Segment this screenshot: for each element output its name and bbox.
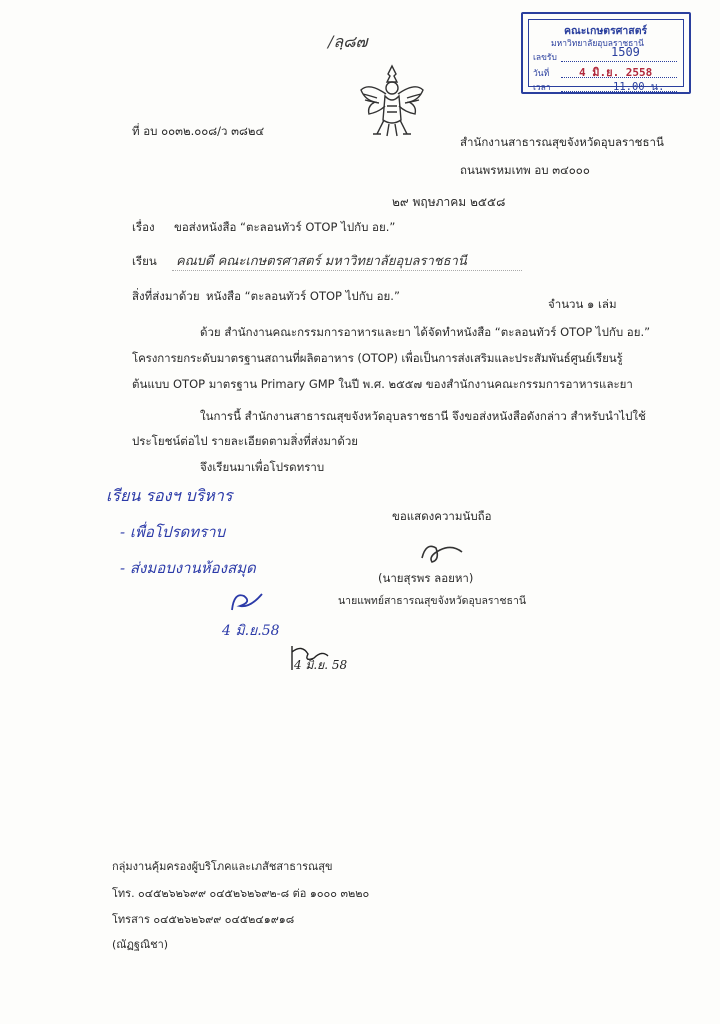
closing-request: จึงเรียนมาเพื่อโปรดทราบ xyxy=(200,460,325,474)
reference-number: ที่ อบ ๐๐๓๒.๐๐๘/ว ๓๘๒๔ xyxy=(132,124,265,138)
footer-initials: (ณัฏฐณิชา) xyxy=(112,938,169,951)
enclosure-text: หนังสือ “ตะลอนทัวร์ OTOP ไปกับ อย.” xyxy=(206,289,400,303)
stamp-time-label: เวลา xyxy=(533,83,551,93)
paragraph-1-line-2: โครงการยกระดับมาตรฐานสถานที่ผลิตอาหาร (OTOP) เพื่อเป็นการส่งเสริมและประสัมพันธ์ศูนย์เรียนรู้ xyxy=(132,351,623,365)
stamp-university: มหาวิทยาลัยอุบลราชธานี xyxy=(551,39,644,49)
signer-name: (นายสุรพร ลอยหา) xyxy=(378,571,474,585)
initial-signature-1 xyxy=(228,588,268,616)
footer-department: กลุ่มงานคุ้มครองผู้บริโภคและเภสัชสาธารณสุข xyxy=(112,860,333,873)
footer-telephone: โทร. ๐๔๕๒๖๒๖๙๙ ๐๔๕๒๖๒๖๙๒-๘ ต่อ ๑๐๐๐ ๓๒๒๐ xyxy=(112,887,370,900)
stamp-org: คณะเกษตรศาสตร์ xyxy=(564,25,648,37)
sender-address: ถนนพรหมเทพ อบ ๓๔๐๐๐ xyxy=(460,163,590,177)
sender-organization: สำนักงานสาธารณสุขจังหวัดอุบลราชธานี xyxy=(460,135,664,149)
to-dotted-line xyxy=(172,270,522,271)
enclosure-label: สิ่งที่ส่งมาด้วย xyxy=(132,289,200,303)
annotation-line-2: - เพื่อโปรดทราบ xyxy=(120,523,226,541)
stamp-date-value: 4 มิ.ย. 2558 xyxy=(579,66,653,79)
footer-fax: โทรสาร ๐๔๕๒๖๒๖๙๙ ๐๔๕๒๔๑๙๑๘ xyxy=(112,913,295,926)
stamp-recv-value: 1509 xyxy=(611,45,640,59)
paragraph-2-line-2: ประโยชน์ต่อไป รายละเอียดตามสิ่งที่ส่งมาด้วย xyxy=(132,434,359,448)
subject-label: เรื่อง xyxy=(132,220,155,234)
initial-date-1: 4 มิ.ย.58 xyxy=(222,623,280,639)
garuda-emblem-icon xyxy=(357,60,427,140)
subject-text: ขอส่งหนังสือ “ตะลอนทัวร์ OTOP ไปกับ อย.” xyxy=(174,220,396,234)
closing-text: ขอแสดงความนับถือ xyxy=(392,509,492,523)
annotation-line-3: - ส่งมอบงานห้องสมุด xyxy=(120,559,256,577)
to-label: เรียน xyxy=(132,254,157,268)
signature-mark xyxy=(418,538,468,568)
to-handwritten: คณบดี คณะเกษตรศาสตร์ มหาวิทยาลัยอุบลราชธานี xyxy=(176,254,467,269)
stamp-recv-line xyxy=(561,61,677,62)
stamp-time-value: 11.00 น. xyxy=(613,81,665,93)
letter-date: ๒๙ พฤษภาคม ๒๕๕๘ xyxy=(392,195,506,209)
stamp-inner-border xyxy=(528,19,684,93)
stamp-recv-label: เลขรับ xyxy=(533,53,557,63)
annotation-line-1: เรียน รองฯ บริหาร xyxy=(106,486,233,505)
paragraph-1-line-1: ด้วย สำนักงานคณะกรรมการอาหารและยา ได้จัดทำหนังสือ “ตะลอนทัวร์ OTOP ไปกับ อย.” xyxy=(200,325,651,339)
paragraph-2-line-1: ในการนี้ สำนักงานสาธารณสุขจังหวัดอุบลราชธานี จึงขอส่งหนังสือดังกล่าว สำหรับนำไปใช้ xyxy=(200,409,646,423)
received-stamp xyxy=(521,12,691,94)
signer-title: นายแพทย์สาธารณสุขจังหวัดอุบลราชธานี xyxy=(338,595,527,607)
enclosure-quantity: จำนวน ๑ เล่ม xyxy=(548,297,617,311)
handwritten-mark-top: /ลฺ๘๗ xyxy=(328,32,368,51)
initial-date-2: 4 มิ.ย. 58 xyxy=(294,658,348,672)
paragraph-1-line-3: ต้นแบบ OTOP มาตรฐาน Primary GMP ในปี พ.ศ. ๒๕๕๗ ของสำนักงานคณะกรรมการอาหารและยา xyxy=(132,377,633,391)
stamp-date-label: วันที่ xyxy=(533,69,550,79)
